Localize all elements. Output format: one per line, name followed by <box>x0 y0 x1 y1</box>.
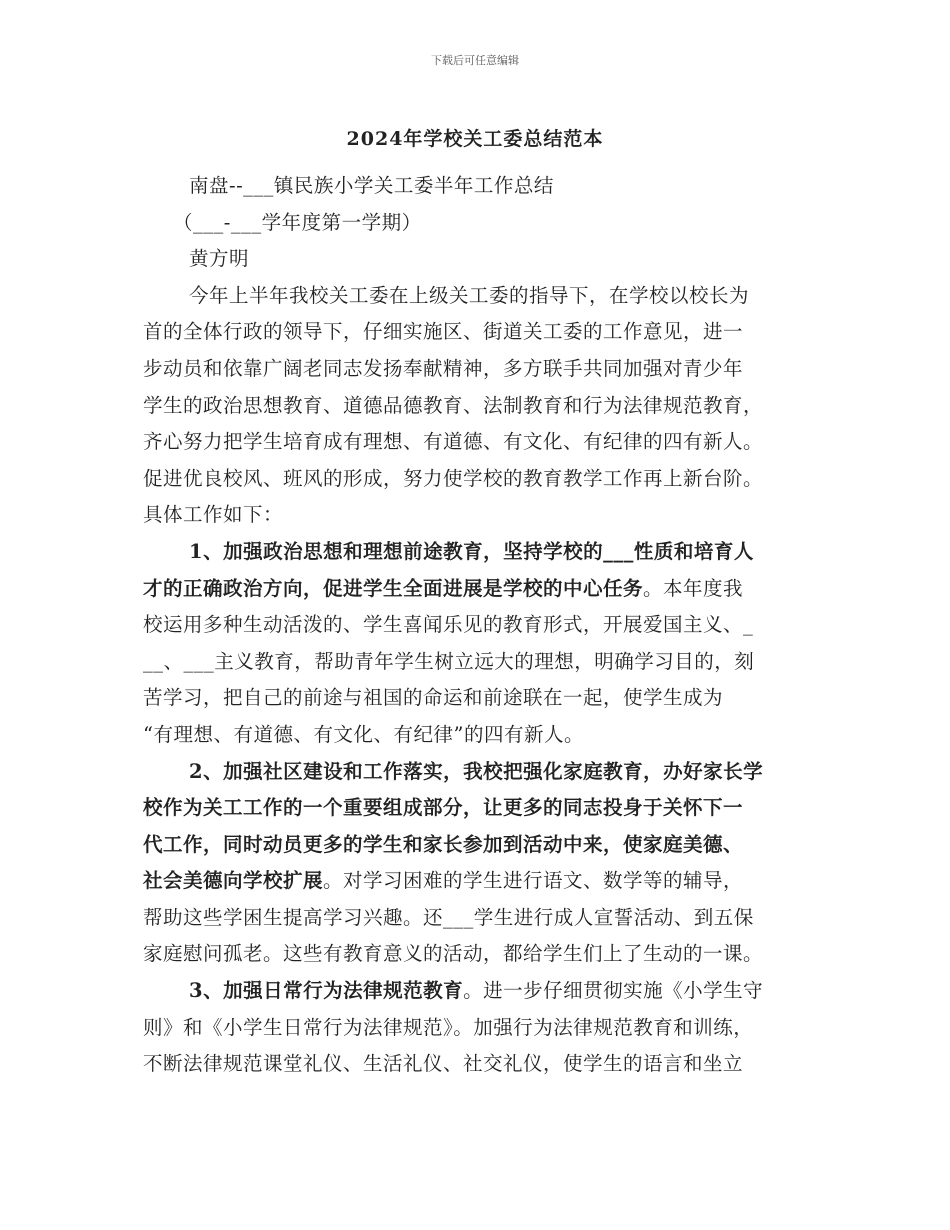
section2-heading-cont: 校作为关工工作的一个重要组成部分，让更多的同志投身于关怀下一 <box>143 796 744 820</box>
section2-line: 帮助这些学困生提高学习兴趣。还___学生进行成人宣誓活动、到五保 <box>143 905 754 929</box>
section3-heading-line <box>143 973 815 1010</box>
author-line: 黄方明 <box>189 247 250 271</box>
intro-line: 步动员和依靠广阔老同志发扬奉献精神，多方联手共同加强对青少年 <box>143 356 744 380</box>
section2-line <box>143 790 815 827</box>
intro-line: 学生的政治思想教育、道德品德教育、法制教育和行为法律规范教育， <box>143 393 764 417</box>
section2-line <box>143 863 815 900</box>
section1-heading: 1、加强政治思想和理想前途教育，坚持学校的___性质和培育人 <box>189 539 754 563</box>
section3-line: 则》和《小学生日常行为法律规范》。加强行为法律规范教育和训练， <box>143 1015 754 1039</box>
document-title: 2024年学校关工委总结范本 <box>346 128 604 150</box>
section2-heading-line <box>143 754 815 791</box>
intro-line: 促进优良校风、班风的形成，努力使学校的教育教学工作再上新台阶。 <box>143 466 764 490</box>
section2-heading-cont: 社会美德向学校扩展 <box>143 869 324 893</box>
section2-heading: 2、加强社区建设和工作落实，我校把强化家庭教育，办好家长学 <box>189 759 764 783</box>
section1-line: “有理想、有道德、有文化、有纪律”的四有新人。 <box>143 722 584 746</box>
section2-line: 家庭慰问孤老。这些有教育意义的活动，都给学生们上了生动的一课。 <box>143 942 764 966</box>
section2-text: 。对学习困难的学生进行语文、数学等的辅导， <box>323 869 744 893</box>
section3-heading: 3、加强日常行为法律规范教育 <box>189 979 464 1003</box>
section1-line <box>143 571 815 608</box>
section1-line: 苦学习，把自己的前途与祖国的命运和前途联在一起，使学生成为 <box>143 686 724 710</box>
section1-text: 。本年度我 <box>643 576 744 600</box>
term-line: （___-___学年度第一学期） <box>173 210 422 234</box>
document-body <box>143 168 815 1083</box>
section3-text: 。进一步仔细贯彻实施《小学生守 <box>463 979 764 1003</box>
section2-line <box>143 827 815 864</box>
intro-line: 齐心努力把学生培育成有理想、有道德、有文化、有纪律的四有新人。 <box>143 430 764 454</box>
section3-line: 不断法律规范课堂礼仪、生活礼仪、社交礼仪，使学生的语言和坐立 <box>143 1052 744 1076</box>
intro-line: 首的全体行政的领导下，仔细实施区、街道关工委的工作意见，进一 <box>143 320 744 344</box>
section1-line: __、___主义教育，帮助青年学生树立远大的理想，明确学习目的，刻 <box>143 649 755 673</box>
subtitle-line: 南盘--___镇民族小学关工委半年工作总结 <box>189 174 554 197</box>
section2-heading-cont: 代工作，同时动员更多的学生和家长参加到活动中来，使家庭美德、 <box>143 832 744 856</box>
intro-line: 具体工作如下： <box>143 503 284 527</box>
intro-line: 今年上半年我校关工委在上级关工委的指导下，在学校以校长为 <box>189 283 750 307</box>
section1-heading-line <box>143 534 815 571</box>
section1-heading-cont: 才的正确政治方向，促进学生全面进展是学校的中心任务 <box>143 576 644 600</box>
section1-line: 校运用多种生动活泼的、学生喜闻乐见的教育形式，开展爱国主义、_ <box>143 613 754 637</box>
header-note: 下载后可任意编辑 <box>431 54 519 67</box>
